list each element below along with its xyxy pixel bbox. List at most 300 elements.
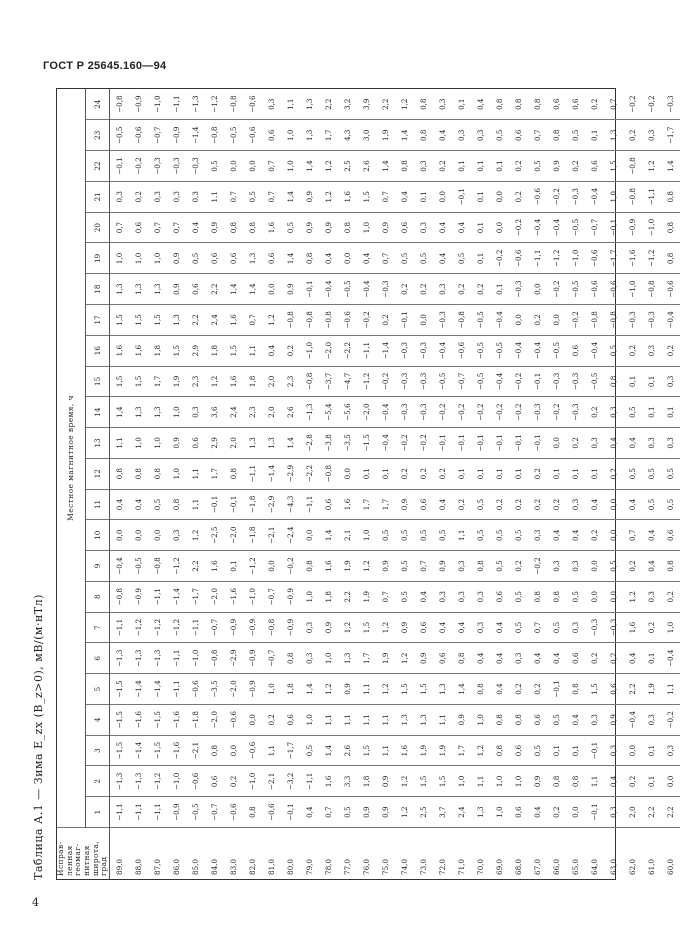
value-cell: 0,0 — [262, 274, 281, 305]
value-cell: 1,8 — [205, 335, 224, 366]
value-cell: 0,5 — [395, 581, 414, 612]
value-cell: 1,2 — [319, 181, 338, 212]
value-cell: 1,6 — [319, 766, 338, 797]
value-cell: 1,0 — [509, 766, 528, 797]
hour-header: 9 — [86, 551, 109, 582]
value-cell: 0,3 — [109, 181, 129, 212]
hour-header: 6 — [86, 643, 109, 674]
value-cell: −0,4 — [528, 212, 547, 243]
value-cell: −0,8 — [585, 304, 604, 335]
value-cell: −1,1 — [129, 797, 148, 828]
value-cell: 0,5 — [338, 797, 357, 828]
value-cell: −3,5 — [205, 674, 224, 705]
value-cell: 1,0 — [357, 212, 376, 243]
value-cell: 2,6 — [338, 735, 357, 766]
value-cell: 0,5 — [528, 735, 547, 766]
value-cell: 1,5 — [129, 304, 148, 335]
value-cell: 0,8 — [129, 458, 148, 489]
latitude-header: Исправ- ленная геомаг- нитная широта, град — [57, 828, 109, 880]
value-cell: −0,4 — [585, 335, 604, 366]
value-cell: 0,6 — [509, 120, 528, 151]
table-row — [433, 89, 452, 879]
value-cell: 0,0 — [604, 489, 623, 520]
value-cell: −1,3 — [109, 766, 129, 797]
value-cell: 0,6 — [528, 704, 547, 735]
value-cell: 0,9 — [414, 643, 433, 674]
value-cell: −1,1 — [300, 489, 319, 520]
value-cell: −0,8 — [109, 89, 129, 120]
value-cell: 0,8 — [547, 581, 566, 612]
value-cell: 1,9 — [414, 735, 433, 766]
value-cell: 1,3 — [243, 243, 262, 274]
value-cell: −1,2 — [642, 243, 661, 274]
value-cell: 0,4 — [547, 643, 566, 674]
value-cell: 1,1 — [661, 674, 680, 705]
value-cell: 0,1 — [471, 243, 490, 274]
value-cell: −0,7 — [205, 612, 224, 643]
value-cell: −2,0 — [205, 704, 224, 735]
value-cell: 1,2 — [357, 551, 376, 582]
value-cell: 0,4 — [357, 243, 376, 274]
value-cell: 0,0 — [547, 428, 566, 459]
value-cell: −2,1 — [262, 520, 281, 551]
value-cell: 0,2 — [585, 520, 604, 551]
value-cell: −0,3 — [566, 181, 585, 212]
value-cell: 0,9 — [300, 181, 319, 212]
value-cell: 0,3 — [452, 581, 471, 612]
value-cell: 0,8 — [395, 151, 414, 182]
value-cell: 0,5 — [604, 335, 623, 366]
value-cell: 0,0 — [433, 181, 452, 212]
value-cell: 0,5 — [642, 458, 661, 489]
value-cell: −2,2 — [338, 335, 357, 366]
table-row — [395, 89, 414, 879]
value-cell: −0,2 — [547, 181, 566, 212]
value-cell: 1,5 — [109, 304, 129, 335]
value-cell: 0,4 — [109, 489, 129, 520]
value-cell: −0,3 — [604, 612, 623, 643]
value-cell: 0,2 — [547, 797, 566, 828]
value-cell: −2,1 — [186, 735, 205, 766]
value-cell: −0,5 — [471, 304, 490, 335]
value-cell: −1,0 — [243, 766, 262, 797]
value-cell: 0,7 — [109, 212, 129, 243]
value-cell: 1,6 — [205, 551, 224, 582]
value-cell: −2,2 — [300, 458, 319, 489]
value-cell: 0,1 — [585, 458, 604, 489]
value-cell: −0,1 — [224, 489, 243, 520]
value-cell: 0,2 — [661, 335, 680, 366]
value-cell: 1,2 — [376, 612, 395, 643]
value-cell: −0,5 — [471, 366, 490, 397]
latitude-cell: 75,0 — [380, 858, 390, 875]
value-cell: 0,5 — [433, 520, 452, 551]
value-cell: 0,5 — [300, 735, 319, 766]
value-cell: −1,0 — [623, 274, 642, 305]
value-cell: −2,9 — [224, 643, 243, 674]
value-cell: 0,5 — [414, 243, 433, 274]
value-cell: 1,6 — [338, 489, 357, 520]
value-cell: −0,2 — [471, 397, 490, 428]
value-cell: 0,9 — [376, 766, 395, 797]
value-cell: −1,5 — [109, 735, 129, 766]
document-header: ГОСТ Р 25645.160—94 — [43, 60, 167, 72]
value-cell: 0,0 — [300, 520, 319, 551]
value-cell: 1,9 — [338, 551, 357, 582]
value-cell: 0,0 — [243, 704, 262, 735]
value-cell: 0,8 — [528, 89, 547, 120]
table-row — [243, 89, 262, 879]
value-cell: 0,7 — [262, 181, 281, 212]
value-cell: 0,1 — [642, 397, 661, 428]
value-cell: 0,3 — [547, 551, 566, 582]
value-cell: 1,1 — [471, 766, 490, 797]
value-cell: −2,5 — [205, 520, 224, 551]
value-cell: −0,7 — [452, 366, 471, 397]
value-cell: 2,0 — [623, 797, 642, 828]
value-cell: 0,9 — [547, 151, 566, 182]
value-cell: 2,2 — [338, 581, 357, 612]
value-cell: 1,0 — [471, 704, 490, 735]
value-cell: 0,5 — [186, 243, 205, 274]
value-cell: 0,0 — [623, 735, 642, 766]
value-cell: −2,9 — [262, 489, 281, 520]
value-cell: 0,3 — [471, 612, 490, 643]
value-cell: 1,2 — [186, 520, 205, 551]
value-cell: 1,6 — [395, 735, 414, 766]
value-cell: 0,2 — [585, 397, 604, 428]
value-cell: 0,7 — [243, 304, 262, 335]
value-cell: −1,1 — [186, 612, 205, 643]
value-cell: −0,3 — [585, 612, 604, 643]
value-cell: 1,7 — [357, 489, 376, 520]
rotated-table-container — [56, 88, 675, 880]
value-cell: 0,5 — [414, 520, 433, 551]
value-cell: 0,5 — [205, 151, 224, 182]
latitude-cell: 66,0 — [551, 858, 561, 875]
value-cell: 1,0 — [262, 674, 281, 705]
value-cell: −1,6 — [129, 704, 148, 735]
value-cell: −0,6 — [452, 335, 471, 366]
value-cell: 0,3 — [300, 643, 319, 674]
value-cell: 2,2 — [186, 304, 205, 335]
value-cell: −2,0 — [224, 520, 243, 551]
table-header — [57, 89, 109, 879]
value-cell: −0,3 — [414, 397, 433, 428]
value-cell: 1,3 — [471, 797, 490, 828]
value-cell: 1,3 — [433, 674, 452, 705]
hour-header: 13 — [86, 428, 109, 459]
latitude-cell: 88,0 — [133, 858, 143, 875]
value-cell: −1,7 — [281, 735, 300, 766]
value-cell: 0,3 — [414, 212, 433, 243]
value-cell: 0,5 — [509, 581, 528, 612]
value-cell: 1,1 — [319, 704, 338, 735]
value-cell: −1,8 — [186, 704, 205, 735]
value-cell: 0,4 — [433, 120, 452, 151]
value-cell: −0,6 — [186, 766, 205, 797]
value-cell: 3,6 — [205, 397, 224, 428]
value-cell: −0,3 — [167, 151, 186, 182]
value-cell: 0,5 — [471, 520, 490, 551]
value-cell: −1,3 — [300, 397, 319, 428]
hour-header: 15 — [86, 366, 109, 397]
value-cell: 0,8 — [528, 581, 547, 612]
value-cell: −1,1 — [300, 766, 319, 797]
value-cell: 0,8 — [509, 704, 528, 735]
value-cell: −0,8 — [281, 304, 300, 335]
value-cell: 1,3 — [262, 428, 281, 459]
value-cell: 0,2 — [528, 674, 547, 705]
value-cell: −5,6 — [338, 397, 357, 428]
latitude-cell: 86,0 — [171, 858, 181, 875]
value-cell: 0,7 — [376, 581, 395, 612]
value-cell: 0,6 — [262, 243, 281, 274]
value-cell: 1,3 — [109, 274, 129, 305]
value-cell: −1,1 — [148, 797, 167, 828]
value-cell: 0,3 — [604, 797, 623, 828]
value-cell: −0,6 — [585, 274, 604, 305]
value-cell: −1,5 — [109, 704, 129, 735]
value-cell: 0,6 — [281, 704, 300, 735]
value-cell: 0,2 — [414, 458, 433, 489]
value-cell: 2,3 — [243, 397, 262, 428]
value-cell: 0,4 — [300, 797, 319, 828]
value-cell: 0,8 — [604, 366, 623, 397]
value-cell: −0,9 — [281, 612, 300, 643]
value-cell: 1,4 — [661, 151, 680, 182]
table-row — [547, 89, 566, 879]
value-cell: −0,2 — [509, 212, 528, 243]
value-cell: 1,4 — [243, 274, 262, 305]
value-cell: 0,0 — [585, 581, 604, 612]
hour-header: 14 — [86, 397, 109, 428]
value-cell: 0,4 — [433, 612, 452, 643]
value-cell: 0,2 — [509, 489, 528, 520]
value-cell: 0,6 — [566, 335, 585, 366]
value-cell: 0,9 — [167, 274, 186, 305]
value-cell: 0,0 — [224, 151, 243, 182]
value-cell: −1,6 — [167, 735, 186, 766]
value-cell: 0,3 — [433, 274, 452, 305]
value-cell: 0,6 — [186, 428, 205, 459]
value-cell: −0,2 — [376, 366, 395, 397]
value-cell: −0,8 — [319, 304, 338, 335]
value-cell: −0,3 — [547, 366, 566, 397]
value-cell: 1,6 — [338, 181, 357, 212]
value-cell: 0,7 — [224, 181, 243, 212]
value-cell: 0,1 — [585, 120, 604, 151]
value-cell: −1,0 — [148, 89, 167, 120]
value-cell: 0,3 — [661, 428, 680, 459]
value-cell: 1,6 — [319, 551, 338, 582]
value-cell: −0,8 — [623, 151, 642, 182]
value-cell: 0,8 — [661, 212, 680, 243]
hour-header: 11 — [86, 489, 109, 520]
value-cell: 0,4 — [262, 335, 281, 366]
value-cell: −1,2 — [243, 551, 262, 582]
value-cell: −0,3 — [623, 304, 642, 335]
value-cell: 0,6 — [490, 581, 509, 612]
value-cell: −1,4 — [148, 674, 167, 705]
value-cell: 0,5 — [490, 120, 509, 151]
value-cell: 1,2 — [319, 674, 338, 705]
value-cell: 1,0 — [300, 704, 319, 735]
value-cell: 1,1 — [186, 458, 205, 489]
value-cell: 1,1 — [109, 428, 129, 459]
value-cell: 0,7 — [414, 551, 433, 582]
value-cell: 0,1 — [509, 458, 528, 489]
value-cell: 1,0 — [661, 612, 680, 643]
value-cell: 0,8 — [471, 551, 490, 582]
value-cell: 0,8 — [205, 735, 224, 766]
value-cell: 0,1 — [471, 151, 490, 182]
value-cell: 0,1 — [357, 458, 376, 489]
value-cell: −1,0 — [300, 335, 319, 366]
value-cell: −0,4 — [585, 181, 604, 212]
value-cell: 0,1 — [642, 735, 661, 766]
value-cell: 0,5 — [604, 551, 623, 582]
value-cell: 0,4 — [604, 766, 623, 797]
value-cell: 0,9 — [376, 212, 395, 243]
value-cell: −1,5 — [357, 428, 376, 459]
value-cell: −0,2 — [395, 428, 414, 459]
value-cell: 1,2 — [319, 151, 338, 182]
hour-header: 7 — [86, 612, 109, 643]
value-cell: 0,2 — [262, 704, 281, 735]
value-cell: −0,6 — [585, 243, 604, 274]
value-cell: 1,0 — [129, 243, 148, 274]
value-cell: −0,3 — [148, 151, 167, 182]
value-cell: −1,6 — [224, 581, 243, 612]
value-cell: 1,1 — [186, 489, 205, 520]
table-row — [452, 89, 471, 879]
value-cell: 0,3 — [642, 428, 661, 459]
value-cell: 0,8 — [300, 551, 319, 582]
value-cell: 1,9 — [376, 120, 395, 151]
value-cell: 0,1 — [414, 181, 433, 212]
latitude-cell: 61,0 — [646, 858, 656, 875]
value-cell: 0,9 — [167, 243, 186, 274]
hour-header: 18 — [86, 274, 109, 305]
value-cell: −0,6 — [243, 735, 262, 766]
value-cell: 0,2 — [452, 489, 471, 520]
table-row — [566, 89, 585, 879]
value-cell: 0,2 — [376, 304, 395, 335]
page-number: 4 — [32, 896, 39, 909]
value-cell: 0,9 — [319, 212, 338, 243]
table-caption: Таблица А.1 — Зима E_zx (B_z>0), мВ/(м·нТл) — [32, 594, 45, 880]
value-cell: −5,4 — [319, 397, 338, 428]
value-cell: 1,2 — [205, 366, 224, 397]
value-cell: −0,9 — [243, 643, 262, 674]
value-cell: 2,9 — [186, 335, 205, 366]
value-cell: 0,7 — [167, 212, 186, 243]
value-cell: −1,2 — [167, 551, 186, 582]
value-cell: 0,2 — [129, 181, 148, 212]
value-cell: −0,1 — [300, 274, 319, 305]
value-cell: 0,7 — [319, 797, 338, 828]
value-cell: −2,9 — [281, 458, 300, 489]
value-cell: 0,2 — [509, 674, 528, 705]
value-cell: 0,0 — [262, 551, 281, 582]
value-cell: −0,6 — [243, 89, 262, 120]
value-cell: 0,2 — [547, 489, 566, 520]
value-cell: −0,6 — [224, 704, 243, 735]
value-cell: 1,0 — [167, 458, 186, 489]
value-cell: −0,4 — [319, 274, 338, 305]
value-cell: 0,4 — [414, 581, 433, 612]
value-cell: 2,0 — [224, 428, 243, 459]
value-cell: 0,5 — [490, 551, 509, 582]
value-cell: 2,2 — [319, 89, 338, 120]
value-cell: 1,7 — [205, 458, 224, 489]
value-cell: −1,0 — [243, 581, 262, 612]
value-cell: −0,8 — [319, 458, 338, 489]
value-cell: −0,7 — [205, 797, 224, 828]
value-cell: −1,2 — [129, 612, 148, 643]
value-cell: 0,3 — [167, 520, 186, 551]
latitude-cell: 85,0 — [190, 858, 200, 875]
value-cell: 0,4 — [433, 489, 452, 520]
value-cell: 2,3 — [281, 366, 300, 397]
value-cell: −0,3 — [395, 366, 414, 397]
value-cell: 2,2 — [623, 674, 642, 705]
value-cell: −0,9 — [129, 581, 148, 612]
value-cell: −1,2 — [547, 243, 566, 274]
value-cell: −0,5 — [338, 274, 357, 305]
latitude-cell: 73,0 — [418, 858, 428, 875]
latitude-cell: 80,0 — [285, 858, 295, 875]
value-cell: −0,3 — [376, 274, 395, 305]
value-cell: 0,9 — [452, 704, 471, 735]
table-row — [224, 89, 243, 879]
value-cell: 0,4 — [547, 520, 566, 551]
value-cell: 0,1 — [490, 151, 509, 182]
value-cell: 0,1 — [471, 458, 490, 489]
table-row — [319, 89, 338, 879]
value-cell: −0,9 — [623, 212, 642, 243]
value-cell: −0,5 — [547, 335, 566, 366]
value-cell: 1,0 — [167, 397, 186, 428]
value-cell: 1,7 — [357, 643, 376, 674]
value-cell: 0,3 — [604, 397, 623, 428]
value-cell: −0,3 — [566, 366, 585, 397]
value-cell: 2,6 — [357, 151, 376, 182]
value-cell: 0,8 — [243, 797, 262, 828]
table-row — [357, 89, 376, 879]
value-cell: 1,3 — [395, 704, 414, 735]
value-cell: 0,5 — [471, 489, 490, 520]
value-cell: 0,5 — [623, 458, 642, 489]
value-cell: 1,0 — [452, 766, 471, 797]
value-cell: 0,8 — [109, 458, 129, 489]
value-cell: 0,9 — [338, 674, 357, 705]
value-cell: 1,8 — [281, 674, 300, 705]
value-cell: −1,4 — [129, 735, 148, 766]
value-cell: 1,3 — [338, 643, 357, 674]
value-cell: 0,0 — [490, 212, 509, 243]
latitude-cell: 67,0 — [532, 858, 542, 875]
value-cell: −0,9 — [281, 581, 300, 612]
value-cell: 0,6 — [262, 120, 281, 151]
value-cell: 1,4 — [281, 243, 300, 274]
value-cell: 1,4 — [395, 120, 414, 151]
value-cell: −0,9 — [167, 120, 186, 151]
latitude-cell: 87,0 — [152, 858, 162, 875]
value-cell: 1,4 — [281, 428, 300, 459]
value-cell: −0,4 — [376, 428, 395, 459]
